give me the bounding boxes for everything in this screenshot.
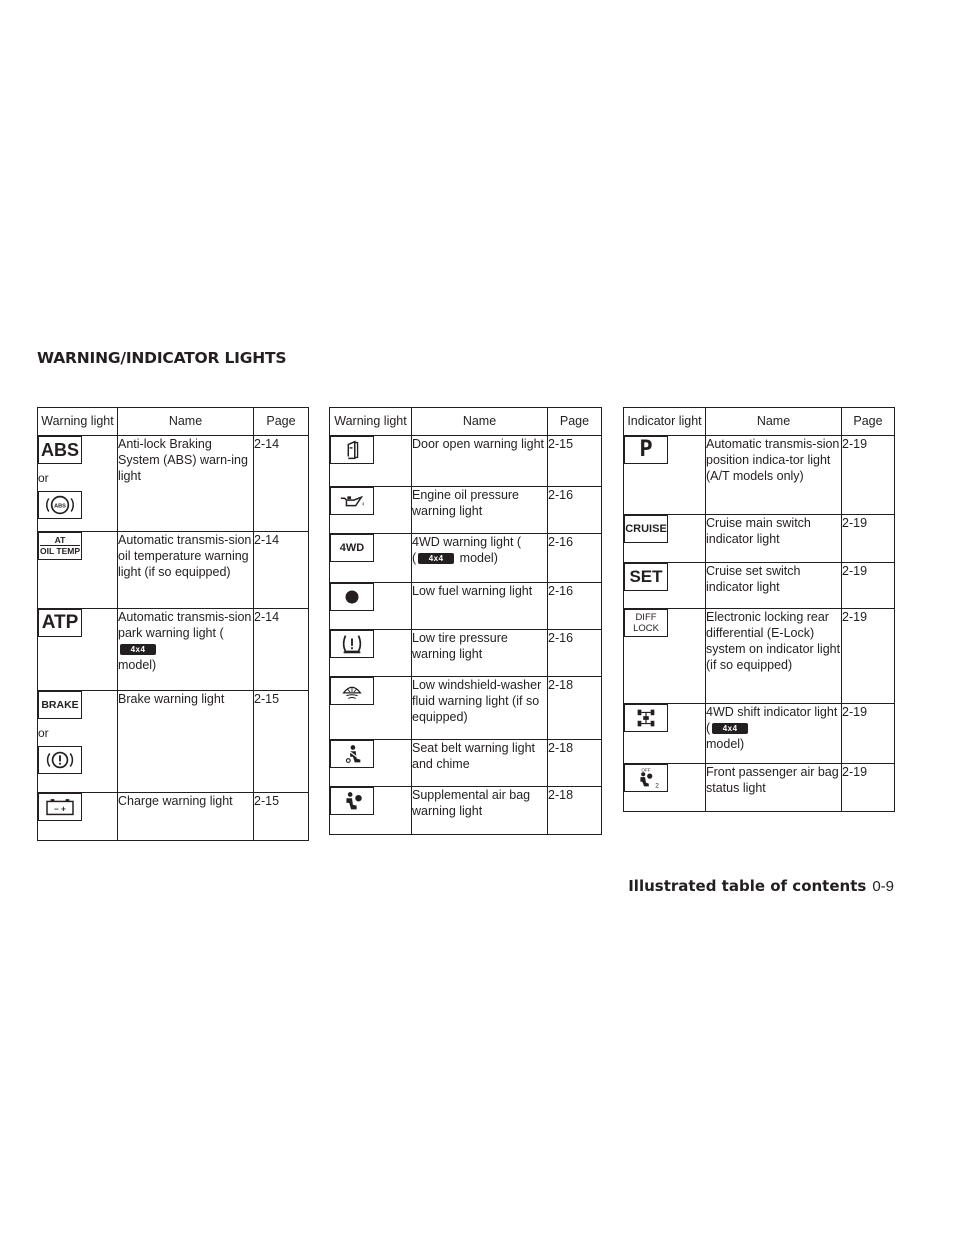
row-name: Automatic transmis-sion position indica-tor light (A/T models only) [706,436,842,515]
battery-icon [38,793,82,821]
row-page: 2-16 [548,534,602,583]
row-name: Automatic transmis-sion park warning light ( 4x4 model) [118,609,254,691]
row-page: 2-19 [842,764,895,812]
header-warning-light: Warning light [330,408,412,436]
table-row [38,793,309,841]
svg-text:ABS: ABS [54,503,66,510]
row-page: 2-18 [548,740,602,787]
row-page: 2-18 [548,787,602,835]
table-header [330,408,602,436]
table-row [330,534,602,583]
brake-text-icon: BRAKE [38,691,82,719]
row-name: Supplemental air bag warning light [412,787,548,835]
row-name: Cruise main switch indicator light [706,515,842,563]
4wd-shift-icon [624,704,668,732]
header-name: Name [706,408,842,436]
table-row [330,583,602,630]
row-page: 2-18 [548,677,602,740]
row-name: 4WD shift indicator light ( 4x4 model) [706,704,842,764]
row-page: 2-16 [548,630,602,677]
diff-lock-icon: DIFF LOCK [624,609,668,637]
row-page: 2-15 [254,691,309,793]
footer-page-number: 0-9 [872,878,894,895]
table-row [330,787,602,835]
svg-text:OFF: OFF [641,767,651,773]
row-page: 2-19 [842,609,895,704]
table-row [330,630,602,677]
abs-circle-icon [38,491,82,519]
row-name: Anti-lock Braking System (ABS) warn-ing light [118,436,254,532]
header-indicator-light: Indicator light [624,408,706,436]
oil-can-icon [330,487,374,515]
row-page: 2-16 [548,487,602,534]
row-page: 2-19 [842,704,895,764]
table-row [330,487,602,534]
atp-icon: ATP [38,609,82,637]
table-row [624,704,895,764]
table-row [624,563,895,609]
low-fuel-icon [330,583,374,611]
footer-section: Illustrated table of contents [628,877,867,895]
table-row [624,515,895,563]
row-page: 2-19 [842,436,895,515]
row-name: Electronic locking rear differential (E-Lock) system on indicator light (if so equipped) [706,609,842,704]
4wd-icon: 4WD [330,534,374,562]
row-name: Seat belt warning light and chime [412,740,548,787]
page-heading: WARNING/INDICATOR LIGHTS [37,349,287,367]
tire-pressure-icon [330,630,374,658]
warning-lights-table-2 [329,407,602,835]
or-label: or [38,471,49,485]
row-name: Front passenger air bag status light [706,764,842,812]
row-name: Low tire pressure warning light [412,630,548,677]
table-row [330,436,602,487]
row-page: 2-15 [254,793,309,841]
indicator-lights-table [623,407,895,812]
svg-text:– +: – + [54,803,66,814]
header-name: Name [412,408,548,436]
row-name: Door open warning light [412,436,548,487]
row-name: Low windshield-washer fluid warning light (if so equipped) [412,677,548,740]
row-page: 2-19 [842,563,895,609]
row-page: 2-16 [548,583,602,630]
4x4-badge-icon: 4x4 [712,723,748,734]
table-row [330,740,602,787]
row-name: Low fuel warning light [412,583,548,630]
washer-fluid-icon [330,677,374,705]
row-name: 4WD warning light ( ( 4x4 model) [412,534,548,583]
row-name: Automatic transmis-sion oil temperature warning light (if so equipped) [118,532,254,609]
airbag-icon [330,787,374,815]
cruise-icon: CRUISE [624,515,668,543]
page-footer [628,877,894,895]
4x4-badge-icon: 4x4 [120,644,156,655]
row-page: 2-19 [842,515,895,563]
brake-circle-icon [38,746,82,774]
header-page: Page [548,408,602,436]
table-row [330,677,602,740]
header-page: Page [842,408,895,436]
abs-text-icon: ABS [38,436,82,464]
passenger-airbag-off-icon [624,764,668,792]
park-position-icon: P [624,436,668,464]
at-oil-temp-icon: AT OIL TEMP [38,532,82,560]
row-page: 2-14 [254,609,309,691]
table-row [38,532,309,609]
table-header [38,408,309,436]
header-page: Page [254,408,309,436]
warning-lights-table-1 [37,407,309,841]
table-row [624,764,895,812]
seat-belt-icon [330,740,374,768]
or-label: or [38,726,49,740]
table-row [624,436,895,515]
door-open-icon [330,436,374,464]
table-row [38,436,309,532]
row-name: Charge warning light [118,793,254,841]
row-page: 2-14 [254,436,309,532]
table-row [624,609,895,704]
svg-text:2: 2 [655,782,659,790]
row-name: Engine oil pressure warning light [412,487,548,534]
row-name: Brake warning light [118,691,254,793]
table-row [38,609,309,691]
table-row [38,691,309,793]
set-icon: SET [624,563,668,591]
row-name: Cruise set switch indicator light [706,563,842,609]
4x4-badge-icon: 4x4 [418,553,454,564]
header-name: Name [118,408,254,436]
header-warning-light: Warning light [38,408,118,436]
row-page: 2-15 [548,436,602,487]
row-page: 2-14 [254,532,309,609]
table-header [624,408,895,436]
